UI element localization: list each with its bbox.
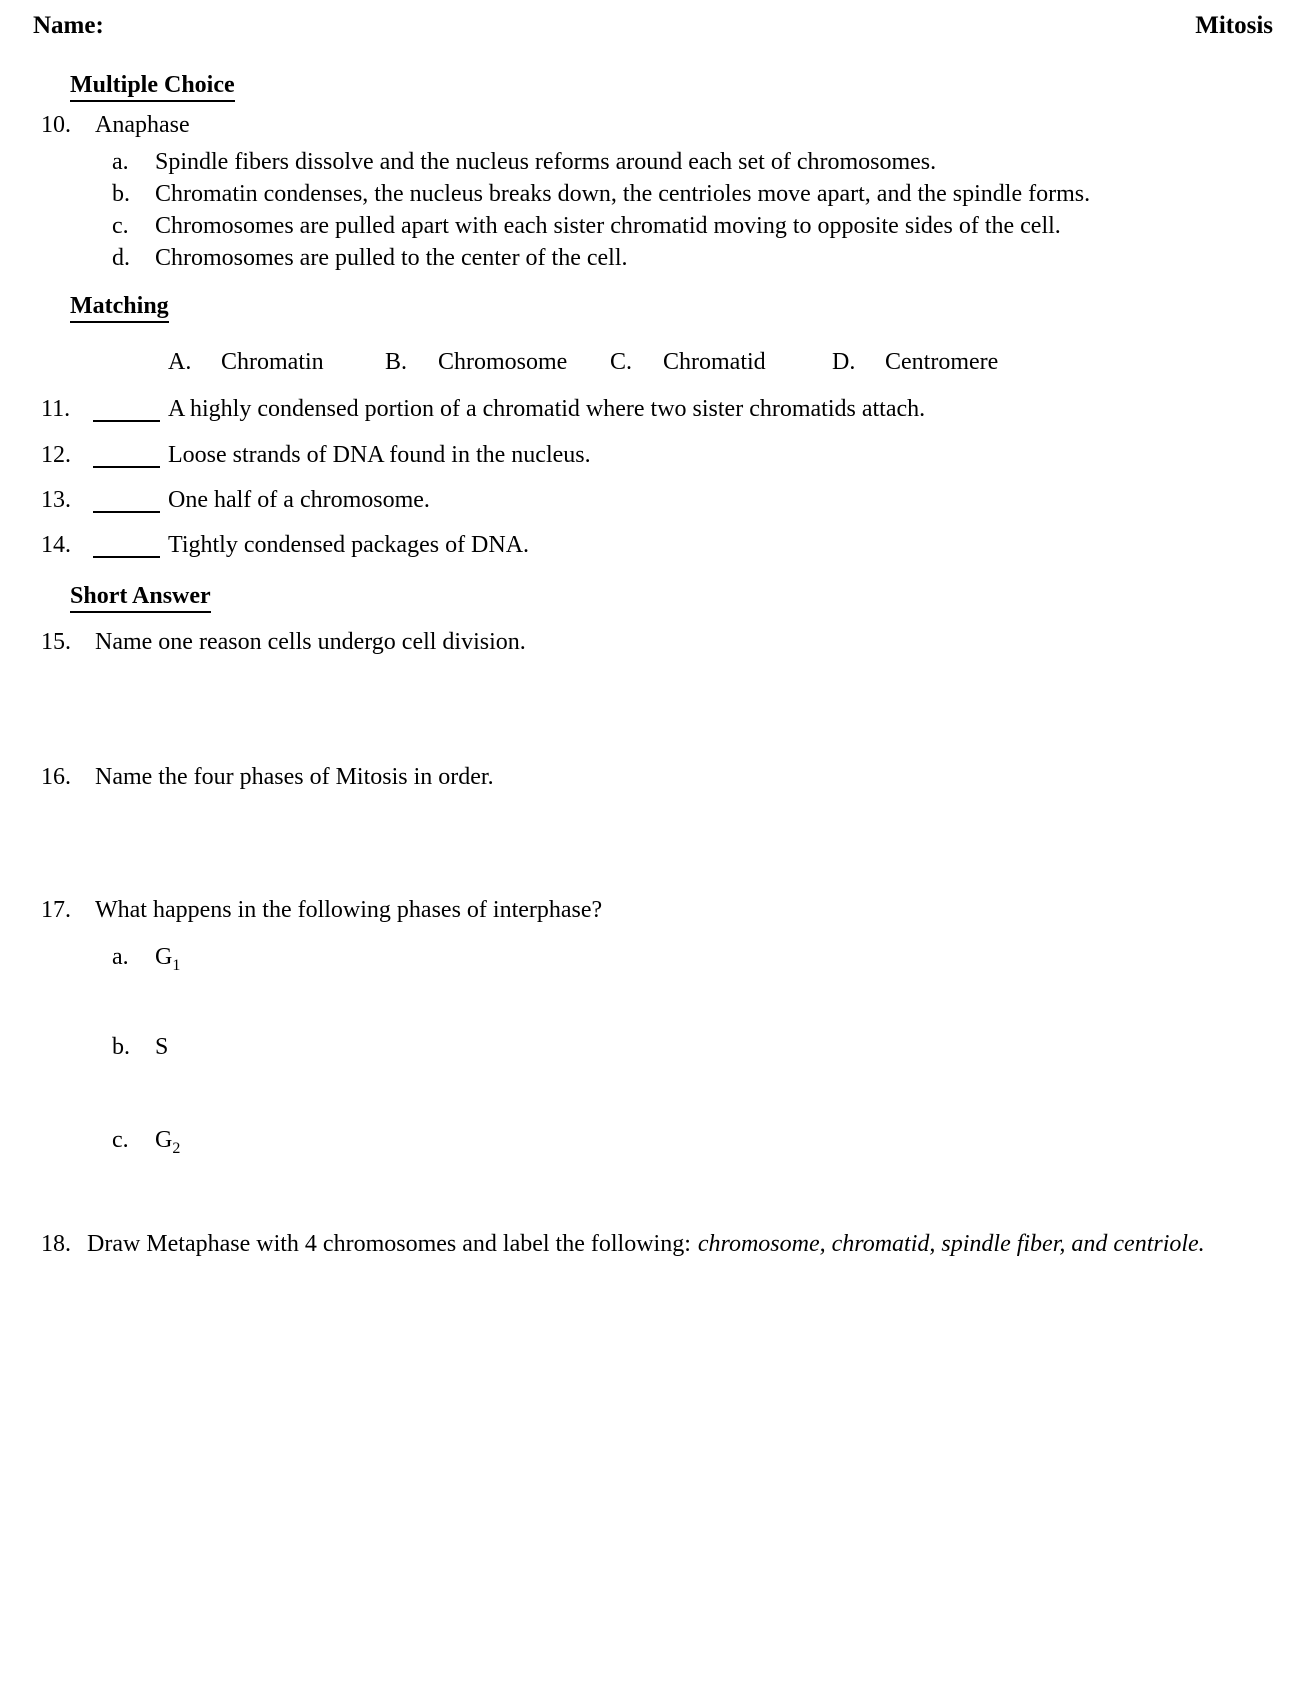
item-number: 14. [41, 532, 71, 558]
question-number: 18. [41, 1231, 71, 1257]
phase-label-g1 [155, 944, 181, 974]
question-number: 10. [41, 112, 71, 138]
phase-base: G [155, 944, 173, 970]
option-text: Centromere [885, 349, 999, 375]
item-text: Loose strands of DNA found in the nucleus. [168, 442, 591, 468]
choice-letter: b. [112, 181, 130, 207]
option-text: Chromatin [221, 349, 324, 375]
multiple-choice-heading: Multiple Choice [70, 72, 235, 102]
matching-option-b [385, 349, 567, 376]
phase-label-g2 [155, 1127, 181, 1157]
item-body [93, 532, 529, 559]
item-body [93, 396, 925, 423]
question-text: Name the four phases of Mitosis in order. [95, 764, 494, 790]
answer-blank[interactable] [93, 511, 160, 513]
question-text: Draw Metaphase with 4 chromosomes and label the following: [87, 1231, 691, 1257]
question-17 [0, 897, 1308, 927]
choice-letter: a. [112, 149, 129, 175]
question-17c [0, 1127, 1308, 1157]
question-text: What happens in the following phases of interphase? [95, 897, 603, 923]
phase-base: S [155, 1034, 169, 1060]
phase-subscript: 1 [172, 957, 181, 974]
matching-item-13 [0, 487, 1308, 517]
choice-d [0, 245, 1308, 275]
choice-letter: c. [112, 213, 129, 239]
short-answer-heading: Short Answer [70, 583, 211, 613]
matching-item-11 [0, 396, 1308, 426]
page-title: Mitosis [1195, 12, 1273, 39]
question-18 [0, 1231, 1308, 1261]
option-letter: A. [168, 349, 192, 375]
item-number: 12. [41, 442, 71, 468]
option-letter: B. [385, 349, 408, 375]
choice-text: Chromosomes are pulled apart with each sister chromatid moving to opposite sides of the cell. [155, 213, 1061, 239]
option-letter: D. [832, 349, 856, 375]
item-text: A highly condensed portion of a chromatid where two sister chromatids attach. [168, 396, 926, 422]
item-body [93, 487, 430, 514]
question-number: 17. [41, 897, 71, 923]
question-15 [0, 629, 1308, 659]
name-label: Name: [33, 12, 104, 39]
page-header [0, 12, 1308, 42]
question-text: Anaphase [95, 112, 190, 138]
drawing-area[interactable] [0, 1270, 1308, 1701]
choice-c [0, 213, 1308, 243]
matching-item-14 [0, 532, 1308, 562]
phase-subscript: 2 [172, 1140, 181, 1157]
question-16 [0, 764, 1308, 794]
question-17a [0, 944, 1308, 974]
question-text: Name one reason cells undergo cell division. [95, 629, 526, 655]
answer-blank[interactable] [93, 466, 160, 468]
question-text-group [87, 1231, 1205, 1258]
item-number: 11. [41, 396, 71, 422]
choice-text: Spindle fibers dissolve and the nucleus reforms around each set of chromosomes. [155, 149, 937, 175]
phase-base: G [155, 1127, 173, 1153]
option-text: Chromosome [438, 349, 568, 375]
choice-text: Chromosomes are pulled to the center of the cell. [155, 245, 628, 271]
question-number: 16. [41, 764, 71, 790]
item-body [93, 442, 591, 469]
option-text: Chromatid [663, 349, 766, 375]
phase-label-s [155, 1034, 168, 1061]
answer-blank[interactable] [93, 556, 160, 558]
question-17b [0, 1034, 1308, 1064]
part-letter: c. [112, 1127, 129, 1153]
part-letter: a. [112, 944, 129, 970]
choice-text: Chromatin condenses, the nucleus breaks down, the centrioles move apart, and the spindle forms. [155, 181, 1091, 207]
choice-b [0, 181, 1308, 211]
matching-options-row [0, 349, 1308, 379]
choice-a [0, 149, 1308, 179]
matching-heading: Matching [70, 293, 169, 323]
matching-option-a [168, 349, 324, 376]
matching-option-d [832, 349, 998, 376]
matching-item-12 [0, 442, 1308, 472]
question-text-italic: chromosome, chromatid, spindle fiber, and centriole. [697, 1231, 1205, 1257]
question-10 [0, 112, 1308, 142]
matching-option-c [610, 349, 766, 376]
answer-blank[interactable] [93, 420, 160, 422]
item-text: Tightly condensed packages of DNA. [168, 532, 530, 558]
item-text: One half of a chromosome. [168, 487, 430, 513]
choice-letter: d. [112, 245, 130, 271]
option-letter: C. [610, 349, 633, 375]
question-number: 15. [41, 629, 71, 655]
item-number: 13. [41, 487, 71, 513]
part-letter: b. [112, 1034, 130, 1060]
